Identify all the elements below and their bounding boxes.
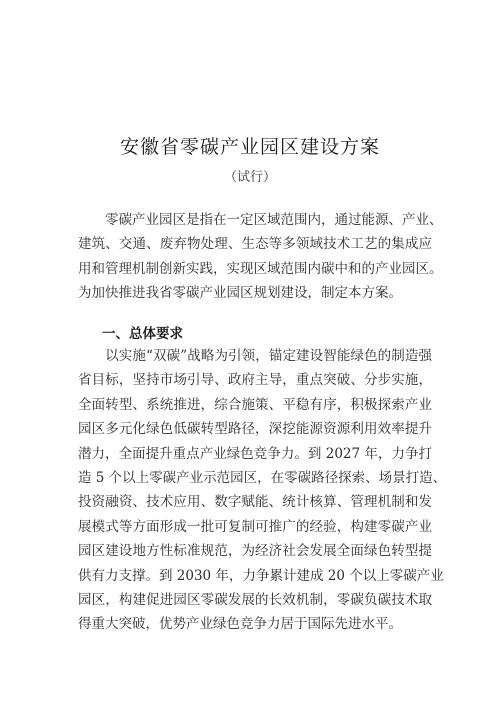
intro-line: 为加快推进我省零碳产业园区规划建设，制定本方案。: [78, 285, 402, 302]
intro-line: 零碳产业园区是指在一定区域范围内，通过能源、产业、: [78, 212, 443, 228]
section-line: 得重大突破，优势产业绿色竞争力居于国际先进水平。: [78, 616, 402, 633]
section-line: 供有力支撑。到 2030 年，力争累计建成 20 个以上零碳产业: [78, 567, 444, 584]
intro-line: 建筑、交通、废弃物处理、生态等多领域技术工艺的集成应: [78, 236, 432, 253]
intro-line: 用和管理机制创新实践，实现区域范围内碳中和的产业园区。: [78, 260, 443, 277]
document-subtitle: （试行）: [223, 170, 276, 185]
section-line: 投资融资、技术应用、数字赋能、统计核算、管理机制和发: [78, 494, 432, 511]
section-line: 全面转型、系统推进，综合施策、平稳有序，积极探索产业: [78, 396, 432, 413]
document-title: 安徽省零碳产业园区建设方案: [119, 136, 380, 158]
section-paragraph: [78, 344, 447, 637]
section-line: 省目标，坚持市场引导、政府主导，重点突破、分步实施，: [78, 372, 432, 389]
section-line: 园区多元化绿色低碳转型路径，深挖能源资源利用效率提升: [78, 421, 432, 438]
section-line: 园区建设地方性标准规范，为经济社会发展全面绿色转型提: [78, 543, 432, 560]
section-line: 以实施“双碳”战略为引领，锚定建设智能绿色的制造强: [78, 348, 432, 364]
intro-paragraph: [78, 208, 443, 306]
section-line: 园区，构建促进园区零碳发展的长效机制，零碳负碳技术取: [78, 592, 432, 609]
section-line: 造 5 个以上零碳产业示范园区，在零碳路径探索、场景打造、: [78, 470, 447, 487]
section-line: 潜力，全面提升重点产业绿色竞争力。到 2027 年，力争打: [78, 445, 432, 462]
section-heading: 一、总体要求: [102, 326, 183, 342]
section-line: 展模式等方面形成一批可复制可推广的经验，构建零碳产业: [78, 518, 432, 535]
